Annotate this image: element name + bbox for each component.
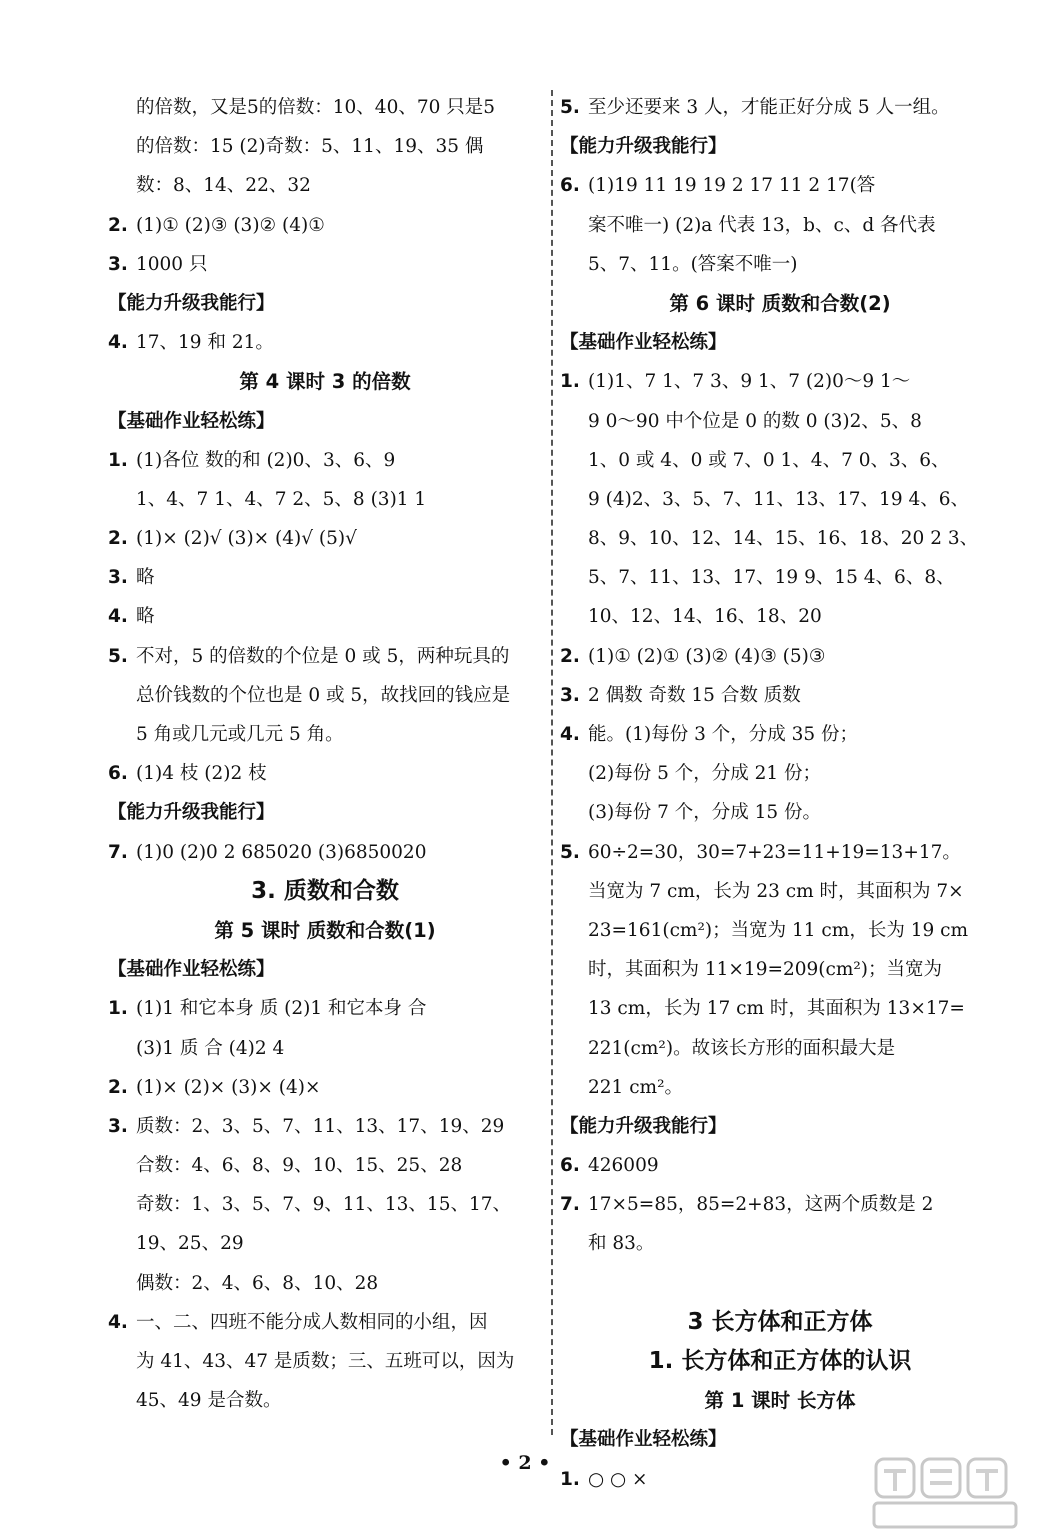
item-number: 6. bbox=[560, 1155, 580, 1177]
continuation-line: 的倍数，又是5的倍数：10、40、70 只是5 bbox=[136, 97, 496, 118]
answer-line bbox=[560, 676, 1000, 715]
page-number: • 2 • bbox=[499, 1452, 551, 1474]
item-number: 4. bbox=[108, 1311, 128, 1333]
answer-text: (1)4 枝 (2)2 枝 bbox=[136, 763, 267, 785]
continuation-line: 10、12、14、16、18、20 bbox=[588, 606, 822, 628]
section-label: 【基础作业轻松练】 bbox=[560, 1429, 727, 1451]
answer-text: (1)× (2)√ (3)× (4)√ (5)√ bbox=[136, 528, 357, 550]
item-number: 7. bbox=[560, 1194, 580, 1216]
continuation-line: 5 角或几元或几元 5 角。 bbox=[136, 724, 344, 745]
lesson-heading: 第 5 课时 质数和合数(1) bbox=[214, 918, 436, 942]
answer-line bbox=[560, 1185, 1000, 1224]
continuation-line: 偶数：2、4、6、8、10、28 bbox=[136, 1272, 379, 1294]
item-number: 6. bbox=[108, 763, 128, 785]
continuation-line: 8、9、10、12、14、15、16、18、20 2 3、 bbox=[588, 528, 979, 550]
answer-text: 略 bbox=[136, 567, 155, 589]
item-number: 4. bbox=[108, 332, 128, 354]
section-label: 【基础作业轻松练】 bbox=[560, 332, 727, 354]
answer-line bbox=[108, 1068, 542, 1107]
continuation-line: 9 0～90 中个位是 0 的数 0 (3)2、5、8 bbox=[588, 410, 922, 432]
answer-line bbox=[108, 597, 542, 636]
answer-line bbox=[560, 637, 1000, 676]
answer-line bbox=[108, 989, 542, 1028]
answer-text: 17×5=85，85=2+83，这两个质数是 2 bbox=[588, 1194, 934, 1216]
answer-text: ○ ○ × bbox=[588, 1468, 648, 1490]
continuation-line: 5、7、11、13、17、19 9、15 4、6、8、 bbox=[588, 567, 955, 589]
continuation-line: 5、7、11。(答案不唯一) bbox=[588, 253, 798, 275]
item-number: 2. bbox=[560, 645, 580, 667]
answer-line bbox=[108, 441, 542, 480]
item-number: 1. bbox=[560, 1468, 580, 1490]
answer-text: 2 偶数 奇数 15 合数 质数 bbox=[588, 684, 801, 706]
answer-text: 不对，5 的倍数的个位是 0 或 5，两种玩具的 bbox=[136, 645, 510, 667]
answer-line bbox=[108, 1107, 542, 1146]
continuation-line: 13 cm，长为 17 cm 时，其面积为 13×17= bbox=[588, 998, 965, 1020]
item-number: 4. bbox=[108, 606, 128, 628]
item-number: 2. bbox=[108, 1076, 128, 1098]
item-number: 5. bbox=[560, 841, 580, 863]
continuation-line: 23=161(cm²)；当宽为 11 cm，长为 19 cm bbox=[588, 919, 969, 941]
answer-text: 略 bbox=[136, 606, 155, 628]
answer-text: 一、二、四班不能分成人数相同的小组，因 bbox=[136, 1311, 488, 1333]
section-label: 【基础作业轻松练】 bbox=[108, 410, 275, 432]
answer-text: (1)① (2)① (3)② (4)③ (5)③ bbox=[588, 645, 826, 667]
item-number: 3. bbox=[108, 1115, 128, 1137]
answer-text: 60÷2=30，30=7+23=11+19=13+17。 bbox=[588, 841, 961, 863]
continuation-line: (3)1 质 合 (4)2 4 bbox=[136, 1037, 285, 1059]
answer-text: 17、19 和 21。 bbox=[136, 332, 274, 354]
continuation-line: 19、25、29 bbox=[136, 1233, 244, 1255]
continuation-line: 奇数：1、3、5、7、9、11、13、15、17、 bbox=[136, 1194, 512, 1216]
continuation-line: 时，其面积为 11×19=209(cm²)；当宽为 bbox=[588, 959, 943, 981]
answer-text: (1)0 (2)0 2 685020 (3)6850020 bbox=[136, 841, 427, 863]
continuation-line: 当宽为 7 cm，长为 23 cm 时，其面积为 7× bbox=[588, 880, 964, 902]
continuation-line: 的倍数：15 (2)奇数：5、11、19、35 偶 bbox=[136, 136, 484, 158]
chapter-heading: 3 长方体和正方体 bbox=[687, 1308, 873, 1335]
answer-line bbox=[108, 206, 542, 245]
answer-line bbox=[108, 245, 542, 284]
continuation-line: 为 41、43、47 是质数；三、五班可以，因为 bbox=[136, 1351, 515, 1372]
answer-line bbox=[108, 558, 542, 597]
item-number: 3. bbox=[560, 684, 580, 706]
lesson-heading: 第 4 课时 3 的倍数 bbox=[239, 370, 411, 394]
answer-line bbox=[108, 637, 542, 676]
item-number: 5. bbox=[560, 97, 580, 118]
continuation-line: 221 cm²。 bbox=[588, 1076, 684, 1098]
answer-text: (1)1 和它本身 质 (2)1 和它本身 合 bbox=[136, 998, 427, 1020]
answer-line bbox=[560, 88, 1000, 127]
lesson-heading: 第 6 课时 质数和合数(2) bbox=[669, 291, 891, 315]
answer-line bbox=[560, 166, 1000, 205]
section-label: 【能力升级我能行】 bbox=[560, 1115, 727, 1137]
answer-line bbox=[108, 833, 542, 872]
section-label: 【能力升级我能行】 bbox=[108, 802, 275, 824]
item-number: 7. bbox=[108, 841, 128, 863]
continuation-line: 数：8、14、22、32 bbox=[136, 175, 311, 197]
answer-line bbox=[108, 519, 542, 558]
item-number: 3. bbox=[108, 567, 128, 589]
answer-line bbox=[560, 1146, 1000, 1185]
continuation-line: 45、49 是合数。 bbox=[136, 1390, 282, 1412]
item-number: 2. bbox=[108, 528, 128, 550]
continuation-line: 总价钱数的个位也是 0 或 5，故找回的钱应是 bbox=[136, 684, 511, 706]
answer-text: (1)× (2)× (3)× (4)× bbox=[136, 1076, 321, 1098]
answer-line bbox=[108, 754, 542, 793]
answer-text: 1000 只 bbox=[136, 253, 208, 275]
section-label: 【基础作业轻松练】 bbox=[108, 959, 275, 981]
item-number: 2. bbox=[108, 214, 128, 236]
item-number: 1. bbox=[108, 449, 128, 471]
answer-text: (1)19 11 19 19 2 17 11 2 17(答 bbox=[588, 175, 876, 197]
answer-text: (1)1、7 1、7 3、9 1、7 (2)0～9 1～ bbox=[588, 371, 911, 393]
item-number: 6. bbox=[560, 175, 580, 197]
continuation-line: 1、4、7 1、4、7 2、5、8 (3)1 1 bbox=[136, 488, 427, 510]
spacer bbox=[560, 1264, 1000, 1303]
answer-line bbox=[108, 1303, 542, 1342]
item-number: 1. bbox=[560, 371, 580, 393]
item-number: 4. bbox=[560, 724, 580, 745]
section-label: 【能力升级我能行】 bbox=[108, 292, 275, 314]
chapter-heading: 1. 长方体和正方体的认识 bbox=[648, 1348, 912, 1374]
answer-text: 至少还要来 3 人，才能正好分成 5 人一组。 bbox=[588, 97, 950, 118]
answer-line bbox=[108, 323, 542, 362]
column-divider bbox=[551, 90, 553, 1435]
item-number: 1. bbox=[108, 998, 128, 1020]
answer-text: 质数：2、3、5、7、11、13、17、19、29 bbox=[136, 1115, 505, 1137]
watermark-logo bbox=[870, 1455, 1020, 1531]
continuation-line: (2)每份 5 个，分成 21 份； bbox=[588, 763, 822, 785]
answer-line bbox=[560, 362, 1000, 401]
continuation-line: 1、0 或 4、0 或 7、0 1、4、7 0、3、6、 bbox=[588, 449, 950, 471]
item-number: 5. bbox=[108, 645, 128, 667]
continuation-line: 案不唯一) (2)a 代表 13，b、c、d 各代表 bbox=[588, 214, 936, 236]
continuation-line: 221(cm²)。故该长方形的面积最大是 bbox=[588, 1037, 896, 1059]
lesson-heading: 第 1 课时 长方体 bbox=[704, 1389, 856, 1413]
chapter-heading: 3. 质数和合数 bbox=[251, 877, 399, 904]
right-column bbox=[560, 88, 1000, 1499]
answer-line bbox=[560, 833, 1000, 872]
answer-line bbox=[560, 715, 1000, 754]
item-number: 3. bbox=[108, 253, 128, 275]
continuation-line: 9 (4)2、3、5、7、11、13、17、19 4、6、 bbox=[588, 488, 970, 510]
answer-text: 能。(1)每份 3 个，分成 35 份； bbox=[588, 724, 859, 745]
answer-text: 426009 bbox=[588, 1155, 659, 1177]
answer-text: (1)各位 数的和 (2)0、3、6、9 bbox=[136, 449, 396, 471]
continuation-line: 合数：4、6、8、9、10、15、25、28 bbox=[136, 1155, 463, 1177]
section-label: 【能力升级我能行】 bbox=[560, 136, 727, 158]
left-column bbox=[108, 88, 542, 1420]
answer-text: (1)① (2)③ (3)② (4)① bbox=[136, 214, 325, 236]
continuation-line: (3)每份 7 个，分成 15 份。 bbox=[588, 802, 822, 824]
continuation-line: 和 83。 bbox=[588, 1233, 655, 1255]
